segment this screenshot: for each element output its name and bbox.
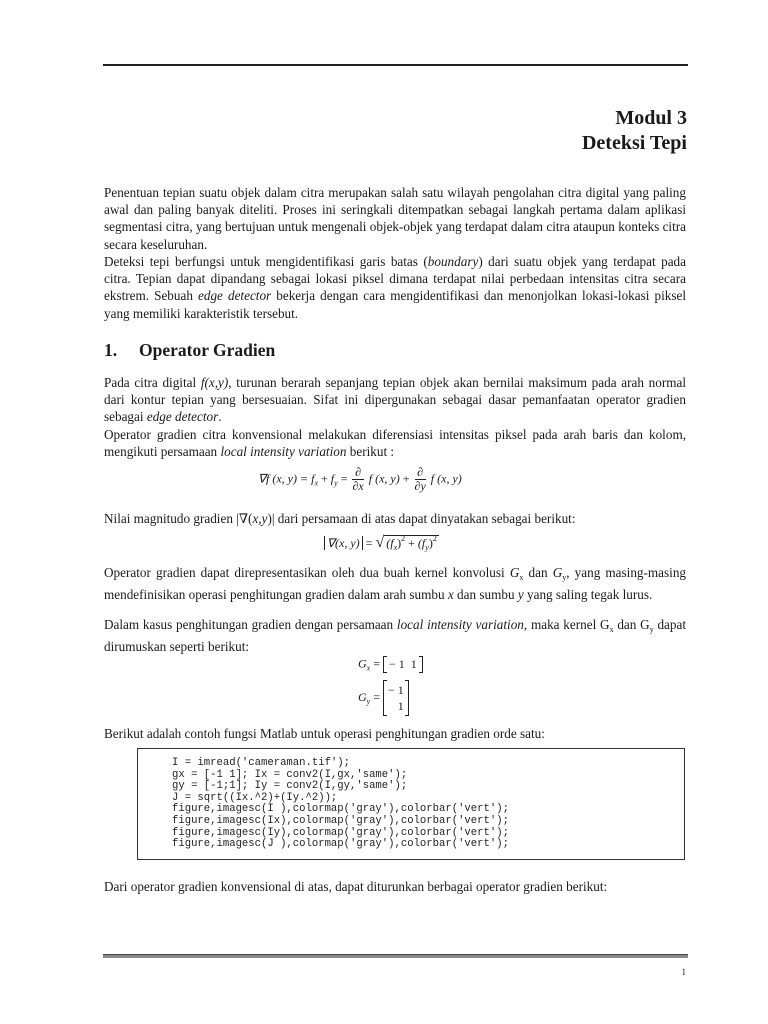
code-line: I = imread('cameraman.tif'); bbox=[172, 757, 351, 769]
code-line: gy = [-1;1]; Iy = conv2(I,gy,'same'); bbox=[172, 780, 408, 793]
gy-kernel: $G_y$ = − 1 1 bbox=[358, 680, 409, 716]
intro-paragraph-2: Deteksi tepi berfungsi untuk mengidentifikasi garis batas (boundary) dari suatu objek yang terdapat pada citra. Tepian dapat dipandang sebagai lokasi piksel dimana terdapat nilai perbedaan intensitas citra secara ekstrem. Sebuah edge detector bekerja dengan cara mengidentifikasi dan menonjolkan lokasi-lokasi piksel yang memiliki karakteristik tersebut. bbox=[104, 254, 687, 321]
module-title: Deteksi Tepi bbox=[581, 132, 687, 154]
code-line: figure,imagesc(I ),colormap('gray'),colorbar('vert'); bbox=[172, 803, 509, 816]
code-line: gx = [-1 1]; Ix = conv2(I,gx,'same'); bbox=[172, 768, 408, 781]
gx-value-1: − 1 bbox=[389, 657, 405, 671]
section-paragraph-5: Dalam kasus penghitungan gradien dengan persamaan local intensity variation, maka kernel $G_x$ dan $G_y$ dapat dirumuskan seperti berikut: bbox=[104, 617, 687, 655]
gy-value-2: 1 bbox=[397, 699, 404, 713]
section-title: Operator Gradien bbox=[139, 340, 276, 360]
page-number: 1 bbox=[681, 967, 686, 977]
module-header bbox=[582, 106, 687, 156]
code-block bbox=[172, 758, 509, 851]
section-paragraph-1: Pada citra digital f(x,y), turunan berarah sepanjang tepian objek akan bernilai maksimum pada arah normal dari kontur tepian yang bersesuaian. Sifat ini dipergunakan sebagai dasar pemanfaatan operator gradien sebagai edge detector. bbox=[104, 375, 686, 425]
section-paragraph-3: Nilai magnitudo gradien |∇(x,y)| dari persamaan di atas dapat dinyatakan sebagai berikut: bbox=[104, 511, 576, 526]
gradient-equation: ∇f (x, $y) = f_x + f_y$ = $\frac{\partial}{\partial x}$ f (x, y) + $\frac{\partial}{\partial y}$ f (x, y) bbox=[258, 465, 462, 493]
section-paragraph-6: Berikut adalah contoh fungsi Matlab untuk operasi penghitungan gradien orde satu: bbox=[104, 726, 545, 741]
section-number: 1. bbox=[104, 340, 118, 360]
gx-kernel: $G_x$ = − 1 1 bbox=[358, 656, 423, 673]
code-line: figure,imagesc(Ix),colormap('gray'),colorbar('vert'); bbox=[172, 814, 509, 827]
gx-value-2: 1 bbox=[410, 657, 417, 671]
gy-value-1: − 1 bbox=[388, 683, 404, 697]
top-rule bbox=[103, 64, 688, 66]
bottom-rule bbox=[103, 954, 688, 958]
intro-paragraph-1: Penentuan tepian suatu objek dalam citra merupakan salah satu wilayah pengolahan citra digital yang paling awal dan paling banyak diteliti. Proses ini seringkali ditempatkan sebagai langkah pertama dalam aplikasi segmentasi citra, yang bertujuan untuk mengenali objek-objek yang terdapat dalam citra ataupun konteks citra secara keseluruhan. bbox=[104, 185, 686, 252]
code-line: figure,imagesc(J ),colormap('gray'),colorbar('vert'); bbox=[172, 838, 509, 851]
code-line: J = sqrt((Ix.^2)+(Iy.^2)); bbox=[172, 791, 338, 804]
module-number: Modul 3 bbox=[615, 107, 687, 129]
section-heading bbox=[104, 340, 275, 361]
magnitude-equation: ∇(x, y) = √ $(f_x)^2 + (f_y)^2$ bbox=[324, 534, 439, 552]
section-paragraph-4: Operator gradien dapat direpresentasikan oleh dua buah kernel konvolusi $G_x$ dan $G_y$, yang masing-masing mendefinisikan operasi penghitungan gradien dalam arah sumbu x dan sumbu y yang saling tegak lurus. bbox=[104, 565, 687, 603]
matlab-code-box bbox=[137, 748, 685, 860]
code-line: figure,imagesc(Iy),colormap('gray'),colorbar('vert'); bbox=[172, 826, 509, 839]
section-paragraph-2: Operator gradien citra konvensional melakukan diferensiasi intensitas piksel pada arah baris dan kolom, mengikuti persamaan local intensity variation berikut : bbox=[104, 427, 686, 460]
section-paragraph-7: Dari operator gradien konvensional di atas, dapat diturunkan berbagai operator gradien berikut: bbox=[104, 879, 608, 894]
